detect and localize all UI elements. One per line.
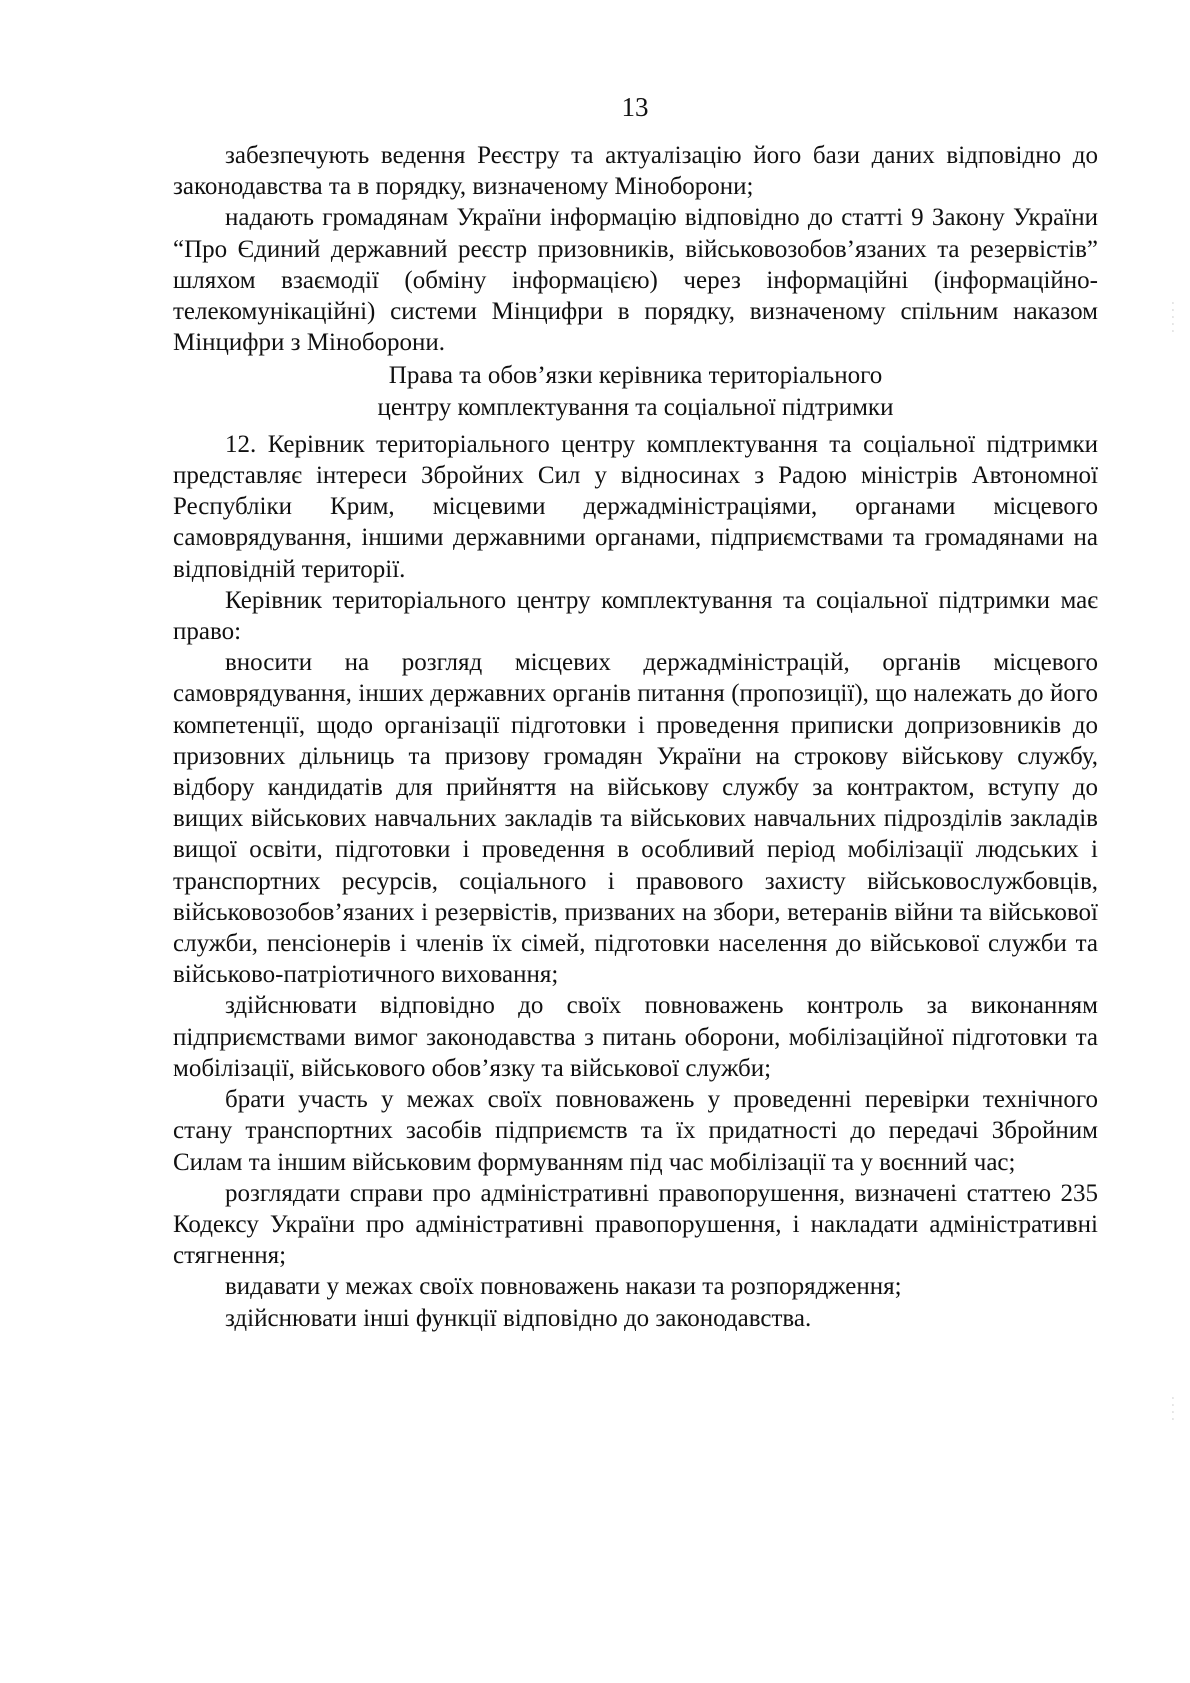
scan-margin-marks-top: · · · · ·	[1171, 299, 1175, 336]
paragraph-information-provision: надають громадянам України інформацію відповідно до статті 9 Закону України “Про Єдиний державний реєстр призовників, військовозобов’язаних та резервістів” шляхом взаємодії (обміну інформацією) через інформаційні (інформаційно-телекомунікаційні) системи Мінцифри в порядку, визначеному спільним наказом Мінцифри з Міноборони.	[173, 204, 1098, 357]
section-heading-line-1: Права та обов’язки керівника територіального	[388, 362, 883, 390]
paragraph-head-rights-intro: Керівник територіального центру комплектування та соціальної підтримки має право:	[173, 586, 1098, 646]
paragraph-right-control: здійснювати відповідно до своїх повноважень контроль за виконанням підприємствами вимог законодавства з питань оборони, мобілізаційної підготовки та мобілізації, військового обов’язку та військової служби;	[173, 992, 1098, 1082]
document-body	[173, 140, 1098, 1334]
paragraph-registry-maintenance: забезпечують ведення Реєстру та актуалізацію його бази даних відповідно до законодавства та в порядку, визначеному Міноборони;	[173, 142, 1098, 201]
section-heading	[173, 360, 1098, 422]
paragraph-right-administrative-cases: розглядати справи про адміністративні правопорушення, визначені статтею 235 Кодексу України про адміністративні правопорушення, і накладати адміністративні стягнення;	[173, 1179, 1098, 1270]
page-number: 13	[621, 92, 649, 122]
paragraph-12-head-representation: 12. Керівник територіального центру комплектування та соціальної підтримки представляє інтереси Збройних Сил у відносинах з Радою міністрів Автономної Республіки Крим, місцевими держадміністраціями, органами місцевого самоврядування, іншими державними органами, підприємствами та громадянами на відповідній території.	[173, 430, 1098, 583]
paragraph-right-submit-proposals: вносити на розгляд місцевих держадміністрацій, органів місцевого самоврядування, інших державних органів питання (пропозиції), що належать до його компетенції, щодо організації підготовки і проведення приписки допризовників до призовних дільниць та призову громадян України на строкову військову службу, відбору кандидатів для прийняття на військову службу за контрактом, вступу до вищих військових навчальних закладів та військових навчальних підрозділів закладів вищої освіти, підготовки і проведення в особливий період мобілізації людських і транспортних ресурсів, соціального і правового захисту військовослужбовців, військовозобов’язаних і резервістів, призваних на збори, ветеранів війни та військової служби, пенсіонерів і членів їх сімей, підготовки населення до військової служби та військово-патріотичного виховання;	[173, 649, 1098, 989]
paragraph-right-other-functions: здійснювати інші функції відповідно до законодавства.	[225, 1304, 812, 1332]
scan-margin-marks-bottom: · · · ·	[1171, 1394, 1175, 1424]
section-heading-line-2: центру комплектування та соціальної підтримки	[377, 393, 894, 421]
paragraph-right-vehicle-inspection: брати участь у межах своїх повноважень у проведенні перевірки технічного стану транспортних засобів підприємств та їх придатності до передачі Збройним Силам та іншим військовим формуванням під час мобілізації та у воєнний час;	[173, 1086, 1098, 1176]
paragraph-right-issue-orders: видавати у межах своїх повноважень накази та розпорядження;	[225, 1273, 902, 1301]
